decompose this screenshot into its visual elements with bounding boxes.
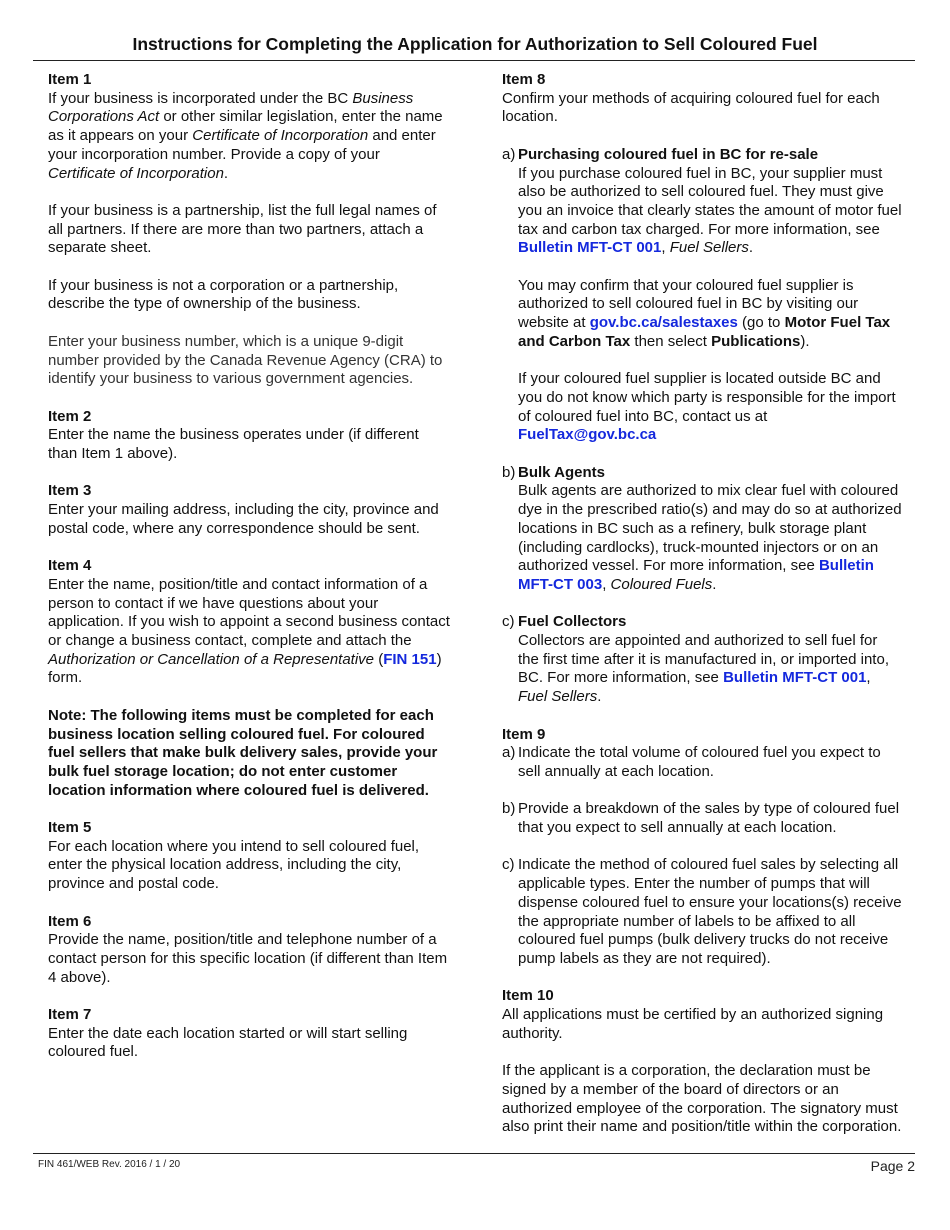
item-5-text: For each location where you intend to sell coloured fuel, enter the physical location address, including the city, province and postal code.: [48, 837, 420, 893]
page-title: Instructions for Completing the Application for Authorization to Sell Coloured Fuel: [132, 34, 818, 54]
item-8b-heading: Bulk Agents: [518, 463, 605, 481]
item-9-section: [502, 726, 902, 969]
item-7-text: Enter the date each location started or will start selling coloured fuel.: [48, 1024, 408, 1061]
item-9c: c) Indicate the method of coloured fuel sales by selecting all applicable types. Enter the number of pumps that will dispense coloured fuel to ensure your locations(s) receive the appropriate number of labels to be affixed to all coloured fuel pumps (bulk delivery trucks do not receive pump labels as they are not required).: [502, 856, 902, 967]
item-4-text: Enter the name, position/title and contact information of a person to contact if we have questions about your application. If you wish to appoint a second business contact or change a business contact, complete and attach the Authorization or Cancellation of a Representative (FIN 151) form.: [48, 575, 450, 687]
item-8-section: [502, 71, 902, 707]
bulletin-mft-ct-003-link[interactable]: Bulletin MFT-CT 003: [518, 557, 874, 593]
item-9b-text: Provide a breakdown of the sales by type of coloured fuel that you expect to sell annually at each location.: [518, 800, 900, 837]
item-6-text: Provide the name, position/title and telephone number of a contact person for this specific location (if different than Item 4 above).: [48, 931, 448, 986]
item-8c-text: Collectors are appointed and authorized to sell fuel for the first time after it is manufactured in, or imported into, BC. For more information, see Bulletin MFT-CT 001, Fuel Sellers.: [518, 632, 889, 706]
item-1-section: [48, 71, 450, 389]
item-4-heading: Item 4: [48, 557, 92, 575]
bulletin-mft-ct-001-link[interactable]: Bulletin MFT-CT 001: [518, 239, 662, 257]
item-10-paragraph-1: All applications must be certified by an authorized signing authority.: [502, 1006, 884, 1042]
item-2-text: Enter the name the business operates under (if different than Item 1 above).: [48, 426, 419, 462]
footer-divider: [33, 1153, 915, 1154]
fin-151-link[interactable]: FIN 151: [383, 650, 437, 668]
item-1-paragraph-2: If your business is a partnership, list the full legal names of all partners. If there are more than two partners, attach a separate sheet.: [48, 201, 437, 257]
right-column: [502, 71, 902, 1137]
salestaxes-website-link[interactable]: gov.bc.ca/salestaxes: [589, 314, 738, 332]
item-8c-label: c): [502, 613, 515, 631]
item-9-heading: Item 9: [502, 725, 546, 743]
item-8a-heading: Purchasing coloured fuel in BC for re-sale: [518, 145, 819, 163]
location-note: Note: The following items must be completed for each business location selling coloured fuel. For coloured fuel sellers that make bulk delivery sales, provide your bulk fuel storage location; do not enter customer location information where coloured fuel is delivered.: [48, 706, 438, 799]
fueltax-email-link[interactable]: FuelTax@gov.bc.ca: [518, 426, 657, 444]
form-id: FIN 461/WEB Rev. 2016 / 1 / 20: [38, 1159, 181, 1170]
item-6-section: [48, 913, 450, 988]
header-divider: [33, 60, 915, 61]
item-1-paragraph-3: If your business is not a corporation or a partnership, describe the type of ownership of the business.: [48, 276, 399, 313]
item-8b: [502, 464, 902, 595]
item-9a-text: Indicate the total volume of coloured fuel you expect to sell annually at each location.: [518, 744, 881, 780]
item-8a-paragraph-1: If you purchase coloured fuel in BC, your supplier must also be authorized to sell coloured fuel. They must give you an invoice that clearly states the amount of motor fuel tax and carbon tax charged. For more information, see Bulletin MFT-CT 001, Fuel Sellers.: [518, 164, 902, 257]
item-8b-label: b): [502, 463, 516, 481]
item-9b: b) Provide a breakdown of the sales by type of coloured fuel that you expect to sell annually at each location.: [502, 800, 902, 837]
item-10-section: [502, 987, 902, 1137]
item-1-paragraph-4: Enter your business number, which is a unique 9-digit number provided by the Canada Revenue Agency (CRA) to identify your business to various government agencies.: [48, 332, 443, 388]
item-1-paragraph-1: If your business is incorporated under the BC Business Corporations Act or other similar legislation, enter the name as it appears on your Certificate of Incorporation and enter your incorporation number. Provide a copy of your Certificate of Incorporation.: [48, 89, 443, 182]
item-8a-paragraph-3: If your coloured fuel supplier is located outside BC and you do not know which party is responsible for the import of coloured fuel into BC, contact us at FuelTax@gov.bc.ca: [518, 370, 896, 444]
item-3-heading: Item 3: [48, 482, 92, 500]
item-3-section: [48, 482, 450, 538]
item-8a-paragraph-2: You may confirm that your coloured fuel supplier is authorized to sell coloured fuel in BC by visiting our website at gov.bc.ca/salestaxes (go to Motor Fuel Tax and Carbon Tax then select Publications).: [518, 276, 891, 350]
item-8b-text: Bulk agents are authorized to mix clear fuel with coloured dye in the prescribed ratio(s) and may do so at authorized locations in BC such as a refinery, bulk storage plant (including cardlocks), truck-mounted injectors or on an authorized vessel. For more information, see Bulletin MFT-CT 003, Coloured Fuels.: [518, 482, 902, 593]
item-8-heading: Item 8: [502, 71, 546, 88]
item-4-section: [48, 557, 450, 688]
item-8c: [502, 613, 902, 707]
item-5-heading: Item 5: [48, 819, 92, 836]
bulletin-mft-ct-001-link-2[interactable]: Bulletin MFT-CT 001: [723, 669, 867, 687]
item-2-section: [48, 408, 450, 464]
item-1-heading: Item 1: [48, 71, 92, 88]
item-10-paragraph-2: If the applicant is a corporation, the declaration must be signed by a member of the board of directors or an authorized employee of the corporation. The signatory must also print their name and position/title within the corporation.: [502, 1062, 902, 1136]
item-8a: [502, 146, 902, 445]
item-9a: a) Indicate the total volume of coloured fuel you expect to sell annually at each location.: [502, 744, 902, 781]
item-7-heading: Item 7: [48, 1006, 92, 1023]
item-9c-text: Indicate the method of coloured fuel sales by selecting all applicable types. Enter the number of pumps that will dispense coloured fuel to ensure your locations(s) receive the appropriate number of labels to be affixed to all coloured fuel pumps (bulk delivery trucks do not receive pump labels as they are not required).: [518, 856, 902, 967]
item-2-heading: Item 2: [48, 407, 92, 425]
item-6-heading: Item 6: [48, 912, 92, 930]
item-5-section: [48, 819, 450, 894]
item-10-heading: Item 10: [502, 987, 554, 1005]
left-column: [48, 71, 450, 1062]
item-8a-label: a): [502, 145, 516, 163]
page-number: Page 2: [870, 1158, 915, 1174]
item-8c-heading: Fuel Collectors: [518, 613, 627, 631]
item-7-section: [48, 1006, 450, 1062]
item-8-intro: Confirm your methods of acquiring coloured fuel for each location.: [502, 89, 880, 126]
item-3-text: Enter your mailing address, including the city, province and postal code, where any correspondence should be sent.: [48, 501, 439, 537]
